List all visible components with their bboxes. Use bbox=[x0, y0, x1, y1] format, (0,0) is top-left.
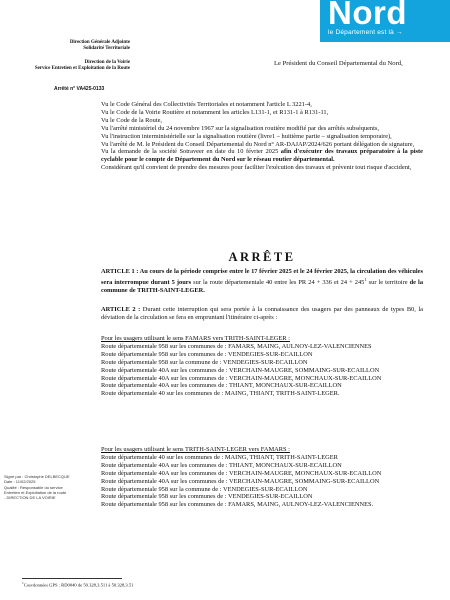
article-2 bbox=[101, 306, 423, 322]
itinerary-line: Route départementale 40A sur les communes de : THIANT, MONCHAUX-SUR-ECAILLON bbox=[101, 461, 342, 469]
itinerary-line: Route départementale 958 sur la commune de : VENDEGIES-SUR-ECAILLON bbox=[101, 485, 308, 493]
president-heading: Le Président du Conseil Départemental du Nord, bbox=[274, 60, 403, 67]
footnote-divider bbox=[22, 578, 122, 579]
itinerary-line: Route départementale 958 sur les communes de : VENDEGIES-SUR-ECAILLON bbox=[101, 350, 313, 358]
itinerary-line: Route départementale 40A sur les communes de : VERCHAIN-MAUGRE, MONCHAUX-SUR-ECAILLON bbox=[101, 469, 382, 477]
itinerary-heading: Pour les usagers utilisant le sens FAMARS vers TRITH-SAINT-LEGER : bbox=[101, 335, 290, 342]
itinerary-line: Route départementale 40A sur les communes de : THIANT, MONCHAUX-SUR-ECAILLON bbox=[101, 382, 342, 390]
itinerary-line: Route départementale 40 sur les communes de : MAING, THIANT, TRITH-SAINT-LEGER bbox=[101, 453, 338, 461]
itinerary-line: Route départementale 958 sur les communes de : FAMARS, MAING, AULNOY-LEZ-VALENCIENNES. bbox=[101, 501, 374, 509]
itinerary-line: Route départementale 958 sur la commune de : VENDEGIES-SUR-ECAILLON bbox=[101, 358, 308, 366]
footnote-number: 1 bbox=[22, 581, 24, 585]
article-2-text: Durant cette interruption qui sera portée à la connaissance des usagers par des panneaux de types B0, la déviation de la circulation se fera en empruntant l'itinéraire ci-après : bbox=[101, 306, 424, 321]
direction-voirie-line: Direction de la Voirie bbox=[84, 60, 130, 65]
signature-line: Entretien et Exploitation de la route bbox=[4, 489, 67, 495]
direction-generale-line: Direction Générale Adjointe bbox=[69, 40, 130, 45]
itinerary-line: Route départementale 40 sur les communes de : MAING, THIANT, TRITH-SAINT-LEGER. bbox=[101, 390, 340, 398]
signature-line: - DIRECTION DE LA VOIRIE bbox=[4, 495, 56, 501]
article-1 bbox=[101, 268, 423, 295]
signature-line: Date : 11/02/2025 bbox=[4, 479, 36, 485]
vu-societe-text: Vu la demande de la société Sotraveer en date du 10 février 2025 bbox=[101, 148, 281, 156]
vu-societe-bold: afin d'exécuter des travaux préparatoire à la piste cyclable pour le compte de Département du Nord sur le réseau routier départemental. bbox=[101, 148, 423, 164]
logo-word: Nord bbox=[328, 0, 407, 31]
itinerary-line: Route départementale 958 sur les communes de : FAMARS, MAING, AULNOY-LEZ-VALENCIENNES bbox=[101, 342, 372, 350]
vu-societe bbox=[101, 148, 423, 164]
logo-tagline: le Département est là → bbox=[328, 29, 403, 36]
itinerary-trith-to-famars bbox=[101, 446, 423, 509]
itinerary-famars-to-trith bbox=[101, 335, 423, 398]
arrete-number: Arrêté n° VA425-0133 bbox=[54, 86, 105, 92]
article-2-label: ARTICLE 2 : bbox=[101, 306, 141, 313]
itinerary-heading: Pour les usagers utilisant le sens TRITH-SAINT-LEGER vers FAMARS : bbox=[101, 446, 290, 453]
itinerary-line: Route départementale 40A sur les communes de : VERCHAIN-MAUGRE, SOMMAING-SUR-ECAILLON bbox=[101, 477, 380, 485]
considerant: Considérant qu'il convient de prendre des mesures pour faciliter l'exécution des travaux et prévenir tout risque d'accident, bbox=[101, 164, 412, 172]
itinerary-line: Route départementale 40A sur les communes de : VERCHAIN-MAUGRE, MONCHAUX-SUR-ECAILLON bbox=[101, 374, 382, 382]
footnote-text: Coordonnées GPS : RD0040 de 50.328,3.511 à 50.328,3.51 bbox=[23, 582, 134, 588]
vu-item: Vu le Code de la Route, bbox=[101, 116, 163, 124]
direction-voirie-line: Service Entretien et Exploitation de la Route bbox=[34, 66, 130, 72]
visas-section bbox=[101, 101, 423, 172]
vu-item: Vu le Code Général des Collectivités Territoriales et notamment l'article L 3221-4, bbox=[101, 101, 312, 108]
nord-logo bbox=[320, 0, 450, 42]
article-1-commune: de la commune de TRITH-SAINT-LEGER. bbox=[101, 279, 424, 294]
itinerary-line: Route départementale 958 sur les communes de : VENDEGIES-SUR-ECAILLON bbox=[101, 493, 313, 501]
signature-block bbox=[4, 474, 94, 500]
article-1-bold: ARTICLE 1 : Au cours de la période comprise entre le 17 février 2025 et le 24 février 2025, la circulation des véhicules sera interrompue durant 5 jours bbox=[101, 268, 423, 287]
vu-item: Vu l'arrêté ministériel du 24 novembre 1967 sur la signalisation routière modifié par des arrêtés subséquents, bbox=[101, 124, 379, 132]
signature-line: Signé par : Christophe DELBECQUE bbox=[4, 474, 70, 479]
direction-generale-block bbox=[0, 40, 130, 53]
vu-item: Vu l'arrêté de M. le Président du Conseil Départemental du Nord n° AR-DAJAP/2024/626 portant délégation de signature, bbox=[101, 140, 415, 148]
vu-item: Vu le Code de la Voirie Routière et notamment les articles L131-1, et R131-1 à R131-11, bbox=[101, 108, 329, 116]
article-1-text: sur le territoire bbox=[366, 279, 410, 287]
direction-voirie-block bbox=[0, 60, 130, 73]
article-1-text: sur la route départementale 40 entre les PR 24 + 336 et 24 + 245 bbox=[191, 279, 365, 287]
itinerary-line: Route départementale 40A sur les communes de : VERCHAIN-MAUGRE, SOMMAING-SUR-ECAILLON bbox=[101, 366, 380, 374]
vu-item: Vu l'instruction interministérielle sur la signalisation routière (livre1 – huitième partie – signalisation temporaire), bbox=[101, 132, 392, 140]
footnote-ref: 1 bbox=[364, 276, 367, 282]
signature-line: Qualité : Responsable du service bbox=[4, 484, 63, 490]
footnote bbox=[22, 581, 322, 588]
direction-generale-line: Solidarité Territoriale bbox=[83, 46, 130, 52]
arrete-title: ARRÊTE bbox=[228, 250, 296, 264]
